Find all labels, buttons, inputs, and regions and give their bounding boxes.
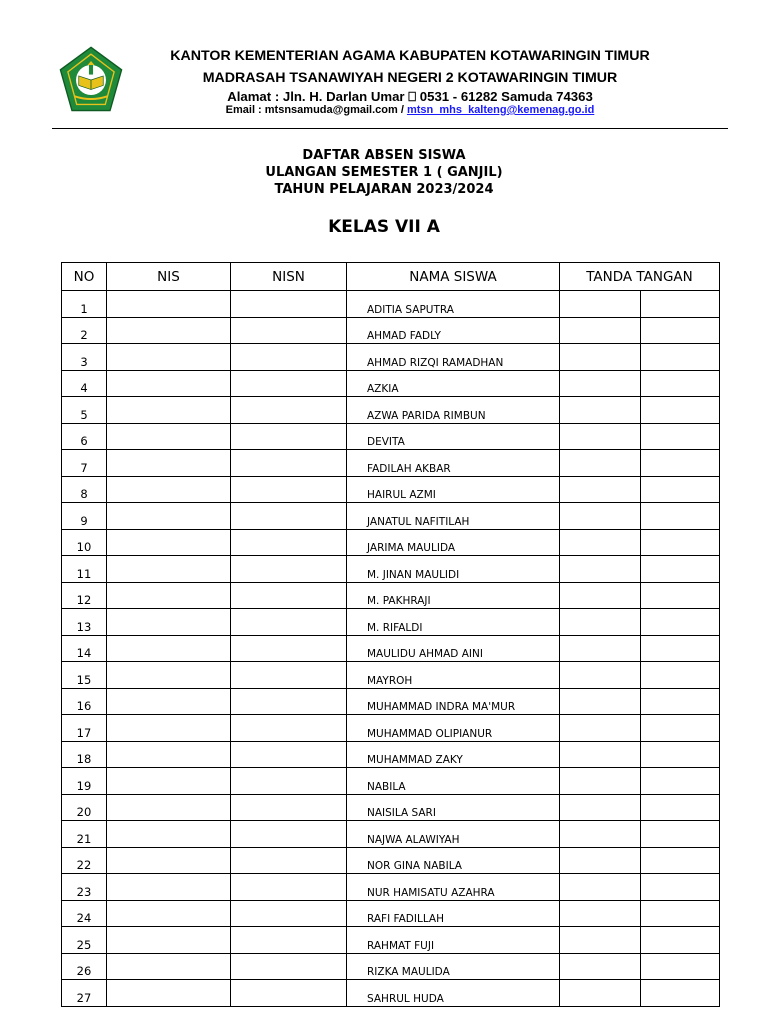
signature-cell [560,291,641,318]
row-number: 19 [62,768,107,795]
row-number: 24 [62,900,107,927]
table-row [62,450,720,477]
office-name: KANTOR KEMENTERIAN AGAMA KABUPATEN KOTAWARINGIN TIMUR [170,48,650,64]
table-row [62,317,720,344]
signature-cell [641,980,720,1007]
row-number: 7 [62,450,107,477]
signature-cell [641,688,720,715]
table-row [62,397,720,424]
signature-cell [560,529,641,556]
nis-cell [107,344,231,371]
nisn-cell [231,423,347,450]
nisn-cell [231,609,347,636]
signature-cell [641,317,720,344]
nis-cell [107,953,231,980]
table-row [62,953,720,980]
student-name: M. JINAN MAULIDI [347,556,560,583]
student-name: MAYROH [347,662,560,689]
signature-cell [560,927,641,954]
student-name: RIZKA MAULIDA [347,953,560,980]
doc-subtitle: ULANGAN SEMESTER 1 ( GANJIL) [265,165,503,180]
nis-cell [107,476,231,503]
signature-cell [560,635,641,662]
student-name: DEVITA [347,423,560,450]
nis-cell [107,370,231,397]
signature-cell [641,344,720,371]
signature-cell [641,529,720,556]
nis-cell [107,741,231,768]
student-name: NOR GINA NABILA [347,847,560,874]
nisn-cell [231,900,347,927]
nisn-cell [231,529,347,556]
row-number: 25 [62,927,107,954]
table-row [62,503,720,530]
signature-cell [560,423,641,450]
signature-cell [560,715,641,742]
row-number: 26 [62,953,107,980]
table-row [62,927,720,954]
nis-cell [107,450,231,477]
student-name: SAHRUL HUDA [347,980,560,1007]
nis-cell [107,768,231,795]
student-name: MUHAMMAD INDRA MA'MUR [347,688,560,715]
nisn-cell [231,874,347,901]
nis-cell [107,874,231,901]
row-number: 22 [62,847,107,874]
signature-cell [641,476,720,503]
nis-cell [107,794,231,821]
academic-year: TAHUN PELAJARAN 2023/2024 [274,182,494,197]
row-number: 16 [62,688,107,715]
signature-cell [641,450,720,477]
nis-cell [107,900,231,927]
student-name: HAIRUL AZMI [347,476,560,503]
table-row [62,423,720,450]
signature-cell [641,503,720,530]
table-row [62,370,720,397]
nisn-cell [231,847,347,874]
signature-cell [641,768,720,795]
doc-title: DAFTAR ABSEN SISWA [302,148,466,163]
signature-cell [560,794,641,821]
signature-cell [641,715,720,742]
school-address: Alamat : Jln. H. Darlan Umar ⎕ 0531 - 61282 Samuda 74363 [227,89,593,104]
nisn-cell [231,317,347,344]
nisn-cell [231,582,347,609]
signature-cell [560,582,641,609]
nisn-cell [231,953,347,980]
student-name: JANATUL NAFITILAH [347,503,560,530]
col-header-ttd: TANDA TANGAN [560,263,720,291]
col-header-nama: NAMA SISWA [347,263,560,291]
signature-cell [641,556,720,583]
signature-cell [560,662,641,689]
email-link[interactable]: mtsn_mhs_kalteng@kemenag.go.id [406,104,595,116]
table-row [62,529,720,556]
row-number: 15 [62,662,107,689]
signature-cell [560,476,641,503]
signature-cell [560,556,641,583]
nisn-cell [231,662,347,689]
student-name: MAULIDU AHMAD AINI [347,635,560,662]
signature-cell [641,635,720,662]
signature-cell [560,741,641,768]
signature-cell [641,821,720,848]
signature-cell [641,370,720,397]
nisn-cell [231,635,347,662]
nis-cell [107,980,231,1007]
col-header-nis: NIS [107,263,231,291]
nisn-cell [231,291,347,318]
table-row [62,768,720,795]
nis-cell [107,317,231,344]
nis-cell [107,397,231,424]
signature-cell [641,953,720,980]
signature-cell [560,450,641,477]
signature-cell [641,662,720,689]
nis-cell [107,821,231,848]
table-header-row [62,263,720,291]
table-row [62,635,720,662]
row-number: 14 [62,635,107,662]
nis-cell [107,715,231,742]
nis-cell [107,688,231,715]
signature-cell [560,847,641,874]
nisn-cell [231,741,347,768]
student-name: AZWA PARIDA RIMBUN [347,397,560,424]
nis-cell [107,662,231,689]
student-name: FADILAH AKBAR [347,450,560,477]
nisn-cell [231,768,347,795]
signature-cell [560,344,641,371]
student-name: NAJWA ALAWIYAH [347,821,560,848]
row-number: 27 [62,980,107,1007]
student-name: RAFI FADILLAH [347,900,560,927]
row-number: 13 [62,609,107,636]
row-number: 23 [62,874,107,901]
nis-cell [107,503,231,530]
school-name: MADRASAH TSANAWIYAH NEGERI 2 KOTAWARINGIN TIMUR [202,70,618,86]
table-row [62,609,720,636]
row-number: 9 [62,503,107,530]
student-name: NUR HAMISATU AZAHRA [347,874,560,901]
signature-cell [641,397,720,424]
signature-cell [560,609,641,636]
nisn-cell [231,715,347,742]
nis-cell [107,847,231,874]
nisn-cell [231,370,347,397]
email-prefix: Email : mtsnsamuda@gmail.com / [225,104,407,116]
nis-cell [107,291,231,318]
attendance-table [61,262,720,1007]
nis-cell [107,529,231,556]
row-number: 12 [62,582,107,609]
signature-cell [641,423,720,450]
nisn-cell [231,688,347,715]
signature-cell [560,503,641,530]
nis-cell [107,423,231,450]
student-name: MUHAMMAD OLIPIANUR [347,715,560,742]
signature-cell [641,847,720,874]
table-row [62,741,720,768]
kemenag-emblem-icon [57,46,125,114]
table-row [62,794,720,821]
nisn-cell [231,450,347,477]
table-row [62,900,720,927]
signature-cell [560,874,641,901]
table-row [62,874,720,901]
school-email [130,104,690,116]
signature-cell [560,688,641,715]
signature-cell [641,927,720,954]
nisn-cell [231,794,347,821]
row-number: 18 [62,741,107,768]
class-label: KELAS VII A [328,217,440,237]
table-row [62,847,720,874]
signature-cell [560,768,641,795]
student-name: AHMAD RIZQI RAMADHAN [347,344,560,371]
signature-cell [641,609,720,636]
table-row [62,556,720,583]
student-name: ADITIA SAPUTRA [347,291,560,318]
row-number: 6 [62,423,107,450]
nisn-cell [231,556,347,583]
student-name: RAHMAT FUJI [347,927,560,954]
row-number: 5 [62,397,107,424]
student-name: MUHAMMAD ZAKY [347,741,560,768]
signature-cell [560,980,641,1007]
row-number: 17 [62,715,107,742]
nis-cell [107,635,231,662]
signature-cell [560,821,641,848]
signature-cell [560,900,641,927]
table-row [62,476,720,503]
signature-cell [560,397,641,424]
nisn-cell [231,397,347,424]
student-name: AZKIA [347,370,560,397]
signature-cell [641,874,720,901]
nisn-cell [231,821,347,848]
signature-cell [641,291,720,318]
row-number: 4 [62,370,107,397]
col-header-no: NO [62,263,107,291]
nisn-cell [231,503,347,530]
table-row [62,662,720,689]
nisn-cell [231,980,347,1007]
signature-cell [641,741,720,768]
signature-cell [560,317,641,344]
row-number: 11 [62,556,107,583]
row-number: 3 [62,344,107,371]
row-number: 21 [62,821,107,848]
table-row [62,821,720,848]
table-row [62,344,720,371]
student-name: NAISILA SARI [347,794,560,821]
student-name: NABILA [347,768,560,795]
nis-cell [107,556,231,583]
col-header-nisn: NISN [231,263,347,291]
student-name: M. RIFALDI [347,609,560,636]
signature-cell [641,794,720,821]
nis-cell [107,582,231,609]
nisn-cell [231,344,347,371]
table-row [62,688,720,715]
signature-cell [641,582,720,609]
table-row [62,291,720,318]
nisn-cell [231,927,347,954]
row-number: 1 [62,291,107,318]
row-number: 8 [62,476,107,503]
row-number: 2 [62,317,107,344]
nis-cell [107,609,231,636]
nisn-cell [231,476,347,503]
signature-cell [641,900,720,927]
header-divider [52,128,728,129]
nis-cell [107,927,231,954]
table-row [62,980,720,1007]
table-row [62,582,720,609]
student-name: AHMAD FADLY [347,317,560,344]
signature-cell [560,953,641,980]
student-name: M. PAKHRAJI [347,582,560,609]
row-number: 20 [62,794,107,821]
student-name: JARIMA MAULIDA [347,529,560,556]
table-row [62,715,720,742]
row-number: 10 [62,529,107,556]
signature-cell [560,370,641,397]
